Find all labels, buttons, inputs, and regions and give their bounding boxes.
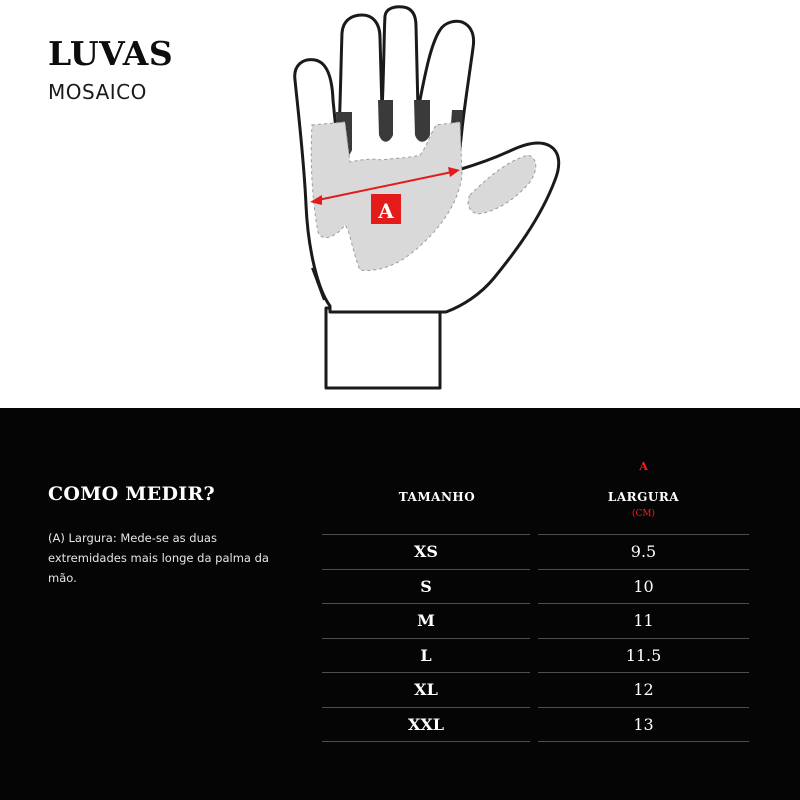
- finger-pad-ring: [414, 100, 430, 142]
- width-cell: 9.5: [538, 534, 749, 569]
- width-cell: 11.5: [538, 638, 749, 673]
- size-cell: XXL: [322, 707, 530, 742]
- table-bottom-rule: [322, 741, 530, 742]
- size-cell: XL: [322, 672, 530, 707]
- product-title: LUVAS: [48, 34, 174, 73]
- width-unit-label: (CM): [631, 509, 656, 519]
- table-row: [0, 672, 800, 706]
- width-cell: 13: [538, 707, 749, 742]
- table-row: [0, 707, 800, 741]
- width-column-header: LARGURA: [607, 490, 680, 504]
- table-row: [0, 534, 800, 568]
- table-row: [0, 603, 800, 637]
- glove-measurement-diagram: [280, 0, 580, 400]
- how-to-measure-description: (A) Largura: Mede-se as duas extremidades mais longe da palma da mão.: [48, 531, 269, 585]
- how-to-measure-title: COMO MEDIR?: [48, 483, 215, 505]
- width-measure-marker: A: [639, 460, 648, 473]
- measure-label-a: A: [378, 199, 394, 223]
- table-bottom-rule: [538, 741, 749, 742]
- size-cell: XS: [322, 534, 530, 569]
- width-cell: 12: [538, 672, 749, 707]
- glove-cuff: [326, 308, 440, 388]
- product-subtitle: MOSAICO: [48, 80, 147, 104]
- finger-pad-middle: [378, 100, 393, 142]
- size-cell: S: [322, 569, 530, 604]
- size-cell: M: [322, 603, 530, 638]
- size-column-header: TAMANHO: [398, 490, 476, 504]
- width-cell: 11: [538, 603, 749, 638]
- size-cell: L: [322, 638, 530, 673]
- size-guide-section: [0, 408, 800, 800]
- table-row: [0, 569, 800, 603]
- width-cell: 10: [538, 569, 749, 604]
- table-row: [0, 638, 800, 672]
